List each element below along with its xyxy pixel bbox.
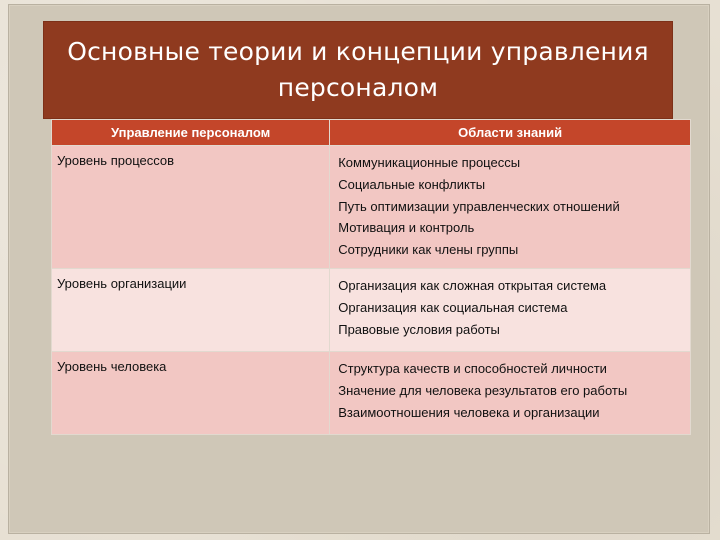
area-item: Организация как социальная система (338, 299, 568, 315)
column-header-management: Управление персоналом (52, 120, 330, 146)
areas-cell (330, 269, 691, 352)
slide-title-line-2: персоналом (277, 73, 439, 102)
theories-table (51, 119, 691, 435)
slide (8, 4, 710, 534)
table-row (52, 269, 691, 352)
area-item: Социальные конфликты (338, 176, 486, 192)
slide-title-line-1: Основные теории и концепции управления (67, 37, 649, 66)
area-item: Правовые условия работы (338, 321, 500, 337)
level-cell: Уровень человека (52, 352, 330, 435)
area-item: Коммуникационные процессы (338, 155, 521, 170)
area-item: Мотивация и контроль (338, 220, 475, 236)
column-header-knowledge-areas: Области знаний (330, 120, 691, 146)
area-item: Структура качеств и способностей личности (338, 361, 607, 376)
area-item: Путь оптимизации управленческих отношений (338, 198, 620, 214)
slide-title (44, 34, 672, 106)
table-header-row (52, 120, 691, 146)
table-row (52, 352, 691, 435)
table-row (52, 146, 691, 269)
level-cell: Уровень организации (52, 269, 330, 352)
area-item: Организация как сложная открытая система (338, 278, 607, 293)
area-item: Взаимоотношения человека и организации (338, 404, 600, 420)
area-item: Значение для человека результатов его работы (338, 382, 628, 398)
title-band (43, 21, 673, 119)
areas-cell (330, 352, 691, 435)
areas-cell (330, 146, 691, 269)
area-item: Сотрудники как члены группы (338, 242, 519, 258)
level-cell: Уровень процессов (52, 146, 330, 269)
